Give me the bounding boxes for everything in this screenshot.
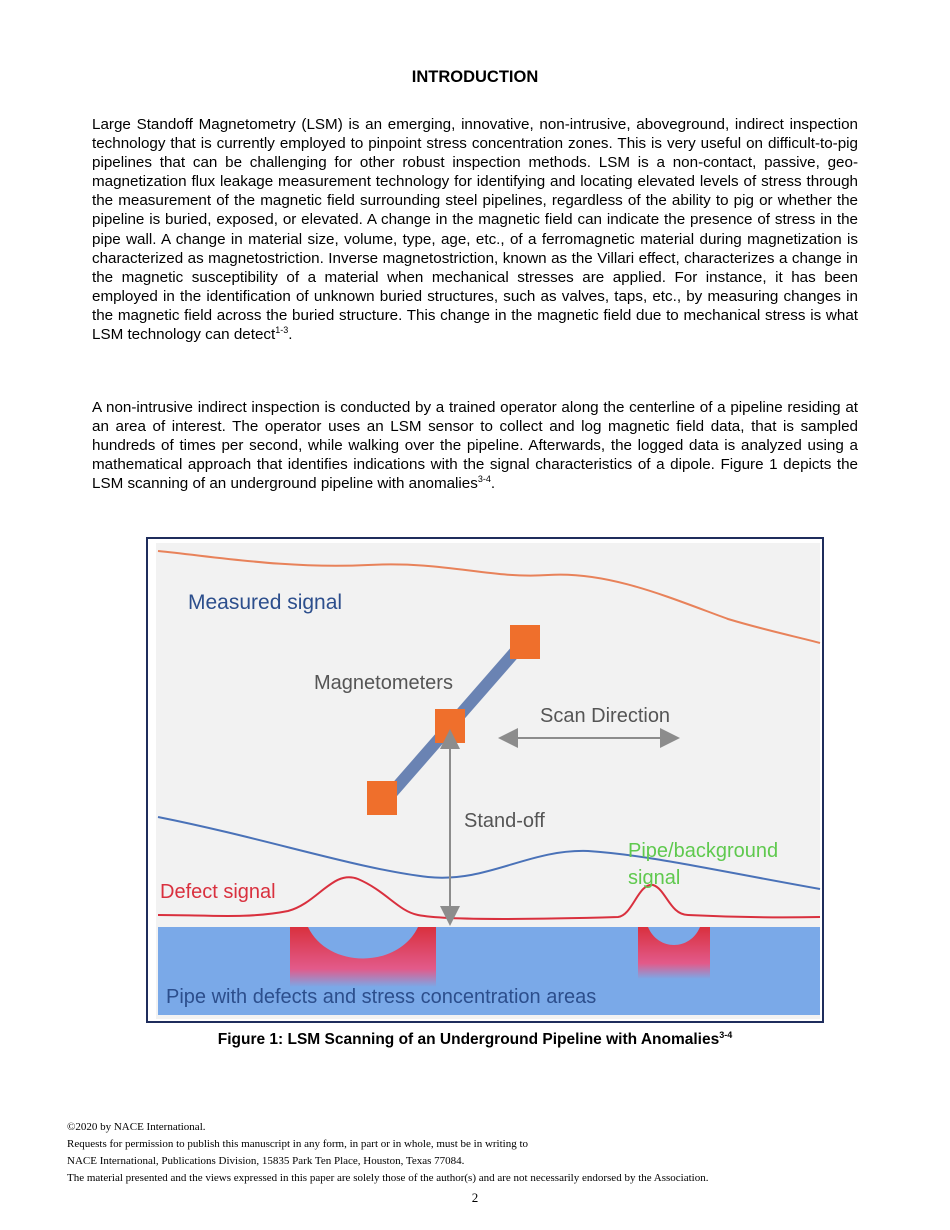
- sentence-end: .: [288, 326, 293, 344]
- caption-ref: 3-4: [719, 1029, 733, 1040]
- standoff-label: Stand-off: [464, 810, 545, 832]
- copyright-line: ©2020 by NACE International.: [67, 1121, 206, 1133]
- figure-caption: [0, 1031, 950, 1049]
- scan-direction-label: Scan Direction: [540, 705, 671, 727]
- paragraph-text: Large Standoff Magnetometry (LSM) is an emerging, innovative, non-intrusive, aboveground, indirect inspection technology that is currently employed to pinpoint stress concentration zones. This is very useful on difficult-to-pig pipelines that can be challenging for other robust inspection methods. LSM is a non-contact, passive, geo-magnetization flux leakage measurement technology for identifying and locating elevated levels of stress through the measurement of the magnetic field surrounding steel pipelines, regardless of the ability to pig or whether the pipeline is buried, exposed, or elevated. A change in the magnetic field can indicate the presence of stress in the pipe wall. A change in material size, volume, type, age, etc., of a ferromagnetic material during magnetization is characterized as magnetostriction. Inverse magnetostriction, known as the Villari effect, characterizes a change in the magnetic susceptibility of a material when mechanical stresses are applied. For instance, it has been employed in the identification of unknown buried structures, such as valves, taps, etc., by measuring changes in the magnetic field across the buried structure. This change in the magnetic field due to mechanical stress is what LSM technology can detect: [92, 116, 858, 344]
- footer: [67, 1119, 887, 1187]
- disclaimer-line: The material presented and the views expressed in this paper are solely those of the author(s) and are not necessarily endorsed by the Association.: [67, 1172, 709, 1184]
- citation-ref: 1-3: [275, 324, 289, 335]
- pipe-label: Pipe with defects and stress concentration areas: [166, 986, 597, 1008]
- magnetometer-top: [510, 625, 540, 659]
- page-number: 2: [471, 1190, 479, 1205]
- magnetometer-bottom: [367, 781, 397, 815]
- citation-ref: 3-4: [477, 474, 491, 485]
- address-line: NACE International, Publications Division, 15835 Park Ten Place, Houston, Texas 77084.: [67, 1155, 465, 1167]
- magnetometers-label: Magnetometers: [314, 672, 453, 694]
- pipe-background-label-1: Pipe/background: [628, 840, 779, 862]
- caption-text: Figure 1: LSM Scanning of an Underground Pipeline with Anomalies: [217, 1031, 720, 1048]
- paragraph-text: A non-intrusive indirect inspection is conducted by a trained operator along the centerline of a pipeline residing at an area of interest. The operator uses an LSM sensor to collect and log magnetic field data, that is sampled hundreds of times per second, while walking over the pipeline. Afterwards, the logged data is analyzed using a mathematical approach that identifies indications with the signal characteristics of a dipole. Figure 1 depicts the LSM scanning of an underground pipeline with anomalies: [92, 399, 858, 493]
- intro-paragraph-1: [92, 115, 858, 344]
- section-heading: INTRODUCTION: [411, 68, 539, 86]
- measured-signal-label: Measured signal: [188, 591, 343, 614]
- sentence-end: .: [490, 475, 496, 493]
- figure-1: [146, 537, 824, 1023]
- intro-paragraph-2: [92, 398, 858, 493]
- lsm-diagram: [148, 539, 822, 1021]
- defect-signal-label: Defect signal: [160, 881, 276, 903]
- pipe-background-label-2: signal: [628, 867, 681, 889]
- permission-line: Requests for permission to publish this manuscript in any form, in part or in whole, must be in writing to: [67, 1138, 529, 1150]
